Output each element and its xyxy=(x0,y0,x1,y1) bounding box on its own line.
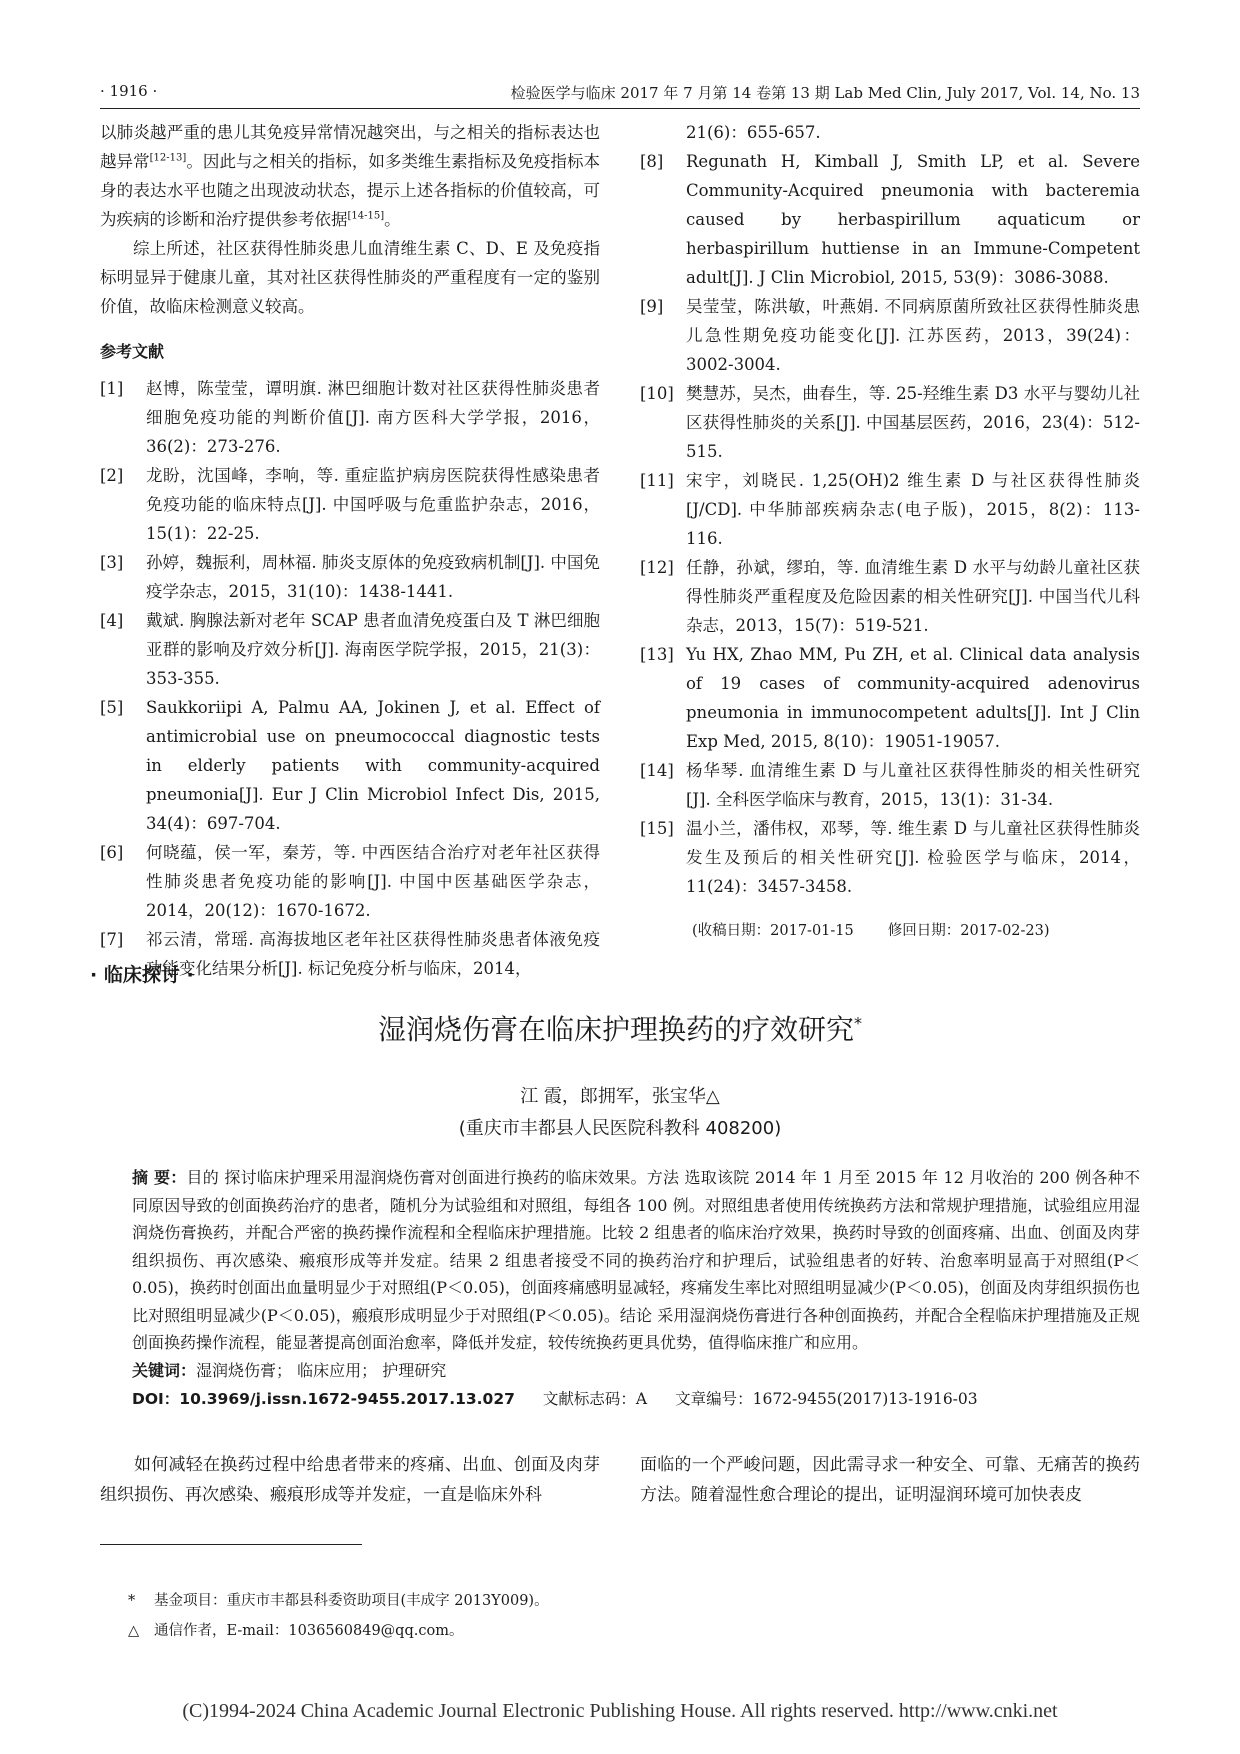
footnote-divider xyxy=(100,1544,362,1545)
copyright-line: (C)1994-2024 China Academic Journal Electronic Publishing House. All rights reserved. http://www.cnki.net xyxy=(182,1700,1058,1722)
journal-info: 检验医学与临床 2017 年 7 月第 14 卷第 13 期 Lab Med Clin, July 2017, Vol. 14, No. 13 xyxy=(510,84,1140,102)
body-text-left: 如何减轻在换药过程中给患者带来的疼痛、出血、创面及肉芽组织损伤、再次感染、瘢痕形成等并发症，一直是临床外科 xyxy=(100,1455,600,1505)
right-column xyxy=(640,118,1140,946)
received-date: (收稿日期：2017-01-15 xyxy=(692,923,854,939)
keywords-label: 关键词： xyxy=(132,1360,197,1380)
affiliation: (重庆市丰都县人民医院科教科 408200) xyxy=(458,1118,782,1139)
conclusion-paragraph-1: 以肺炎越严重的患儿其免疫异常情况越突出，与之相关的指标表达也越异常[12-13]。因此与之相关的指标，如多类维生素指标及免疫指标本身的表达水平也随之出现波动状态，提示上述各指标的价值较高，可为疾病的诊断和治疗提供参考依据[14-15]。 xyxy=(100,123,601,229)
received-dates xyxy=(640,917,1140,946)
article-title: 湿润烧伤膏在临床护理换药的疗效研究* xyxy=(377,1013,862,1046)
abstract-label: 摘 要： xyxy=(132,1168,187,1187)
column-tag: · 临床探讨 · xyxy=(90,964,194,986)
reference-item: [8] Regunath H, Kimball J, Smith LP, et al. Severe Community-Acquired pneumonia with bacteremia caused by herbaspirillum aquaticum or herbaspirillum huttiense in an Immune-Competent adult[J]. J Clin Microbiol, 2015, 53(9)：3086-3088. xyxy=(640,152,1140,287)
reference-item: [6] 何晓蕴，侯一军，秦芳，等. 中西医结合治疗对老年社区获得性肺炎患者免疫功能的影响[J]. 中国中医基础医学杂志，2014，20(12)：1670-1672. xyxy=(100,843,600,920)
reference-item: [14] 杨华琴. 血清维生素 D 与儿童社区获得性肺炎的相关性研究[J]. 全科医学临床与教育，2015，13(1)：31-34. xyxy=(640,761,1140,809)
document-code: 文献标志码：A xyxy=(542,1390,648,1408)
references-heading: 参考文献 xyxy=(100,342,165,361)
reference-item: [3] 孙婷，魏振利，周林福. 肺炎支原体的免疫致病机制[J]. 中国免疫学杂志，2015，31(10)：1438-1441. xyxy=(100,553,600,601)
article-number: 文章编号：1672-9455(2017)13-1916-03 xyxy=(675,1390,978,1408)
reference-list-left xyxy=(100,374,600,983)
reference-item: [1] 赵博，陈莹莹，谭明旗. 淋巴细胞计数对社区获得性肺炎患者细胞免疫功能的判断价值[J]. 南方医科大学学报，2016，36(2)：273-276. xyxy=(100,379,600,456)
abstract-block xyxy=(132,1164,1140,1414)
footnote-funding: * 基金项目：重庆市丰都县科委资助项目(丰成字 2013Y009)。 xyxy=(128,1593,549,1609)
reference-item: [5] Saukkoriipi A, Palmu AA, Jokinen J, et al. Effect of antimicrobial use on pneumococcal diagnostic tests in elderly patients with community-acquired pneumonia[J]. Eur J Clin Microbiol Infect Dis, 2015, 34(4)：697-704. xyxy=(100,698,600,833)
reference-list-right xyxy=(640,147,1140,901)
doi: DOI：10.3969/j.issn.1672-9455.2017.13.027 xyxy=(132,1390,515,1408)
reference-item: [12] 任静，孙斌，缪珀，等. 血清维生素 D 水平与幼龄儿童社区获得性肺炎严重程度及危险因素的相关性研究[J]. 中国当代儿科杂志，2013，15(7)：519-521. xyxy=(640,558,1140,635)
reference-item: [15] 温小兰，潘伟权，邓琴，等. 维生素 D 与儿童社区获得性肺炎发生及预后的相关性研究[J]. 检验医学与临床，2014，11(24)：3457-3458. xyxy=(640,819,1140,896)
running-header xyxy=(100,78,1140,109)
reference-item: [7] 祁云清，常瑶. 高海拔地区老年社区获得性肺炎患者体液免疫功能变化结果分析[J]. 标记免疫分析与临床，2014， xyxy=(100,930,600,978)
conclusion-paragraph-2: 综上所述，社区获得性肺炎患儿血清维生素 C、D、E 及免疫指标明显异于健康儿童，其对社区获得性肺炎的严重程度有一定的鉴别价值，故临床检测意义较高。 xyxy=(100,239,600,316)
reference-item: [13] Yu HX, Zhao MM, Pu ZH, et al. Clinical data analysis of 19 cases of community-acquired adenovirus pneumonia in immunocompetent adults[J]. Int J Clin Exp Med, 2015, 8(10)：19051-19057. xyxy=(640,645,1140,751)
abstract xyxy=(132,1164,1140,1357)
reference-item: [11] 宋宇，刘晓民. 1,25(OH)2 维生素 D 与社区获得性肺炎[J/CD]. 中华肺部疾病杂志(电子版)，2015，8(2)：113-116. xyxy=(640,471,1140,548)
doi-line xyxy=(132,1386,1140,1414)
citation: [14-15] xyxy=(347,210,385,222)
reference-continuation: 21(6)：655-657. xyxy=(686,123,821,142)
reference-item: [9] 吴莹莹，陈洪敏，叶燕娟. 不同病原菌所致社区获得性肺炎患儿急性期免疫功能变化[J]. 江苏医药，2013，39(24)：3002-3004. xyxy=(640,297,1140,374)
abstract-text: 目的 探讨临床护理采用湿润烧伤膏对创面进行换药的临床效果。方法 选取该院 2014 年 1 月至 2015 年 12 月收治的 200 例各种不同原因导致的创面换药治疗的患者，随机分为试验组和对照组，每组各 100 例。对照组患者使用传统换药方法和常规护理措施，试验组应用湿润烧伤膏换药，并配合严密的换药操作流程和全程临床护理措施。比较 2 组患者的临床治疗效果，换药时导致的创面疼痛、出血、创面及肉芽组织损伤、再次感染、瘢痕形成等并发症。结果 2 组患者接受不同的换药治疗和护理后，试验组患者的好转、治愈率明显高于对照组(P＜0.05)，换药时创面出血量明显少于对照组(P＜0.05)，创面疼痛感明显减轻，疼痛发生率比对照组明显减少(P＜0.05)，创面及肉芽组织损伤也比对照组明显减少(P＜0.05)，瘢痕形成明显少于对照组(P＜0.05)。结论 采用湿润烧伤膏进行各种创面换药，并配合全程临床护理措施及正规创面换药操作流程，能显著提高创面治愈率，降低并发症，较传统换药更具优势，值得临床推广和应用。 xyxy=(132,1168,1140,1352)
page-number: · 1916 · xyxy=(100,82,158,100)
authors: 江 霞，郎拥军，张宝华△ xyxy=(520,1086,720,1107)
citation: [12-13] xyxy=(149,152,187,164)
footnotes xyxy=(128,1586,549,1646)
revised-date: 修回日期：2017-02-23) xyxy=(887,923,1050,939)
left-column xyxy=(100,118,600,983)
reference-item: [2] 龙盼，沈国峰，李响，等. 重症监护病房医院获得性感染患者免疫功能的临床特点[J]. 中国呼吸与危重监护杂志，2016，15(1)：22-25. xyxy=(100,466,600,543)
funding-mark: * xyxy=(854,1013,862,1033)
footnote-correspondence: △ 通信作者，E-mail：1036560849@qq.com。 xyxy=(128,1623,464,1639)
keywords-text: 湿润烧伤膏； 临床应用； 护理研究 xyxy=(196,1360,447,1380)
reference-item: [10] 樊慧苏，吴杰，曲春生，等. 25-羟维生素 D3 水平与婴幼儿社区获得性肺炎的关系[J]. 中国基层医药，2016，23(4)：512-515. xyxy=(640,384,1140,461)
reference-item: [4] 戴斌. 胸腺法新对老年 SCAP 患者血清免疫蛋白及 T 淋巴细胞亚群的影响及疗效分析[J]. 海南医学院学报，2015，21(3)：353-355. xyxy=(100,611,600,688)
keywords xyxy=(132,1357,1140,1385)
body-text-right: 面临的一个严峻问题，因此需寻求一种安全、可靠、无痛苦的换药方法。随着湿性愈合理论的提出，证明湿润环境可加快表皮 xyxy=(640,1455,1140,1505)
